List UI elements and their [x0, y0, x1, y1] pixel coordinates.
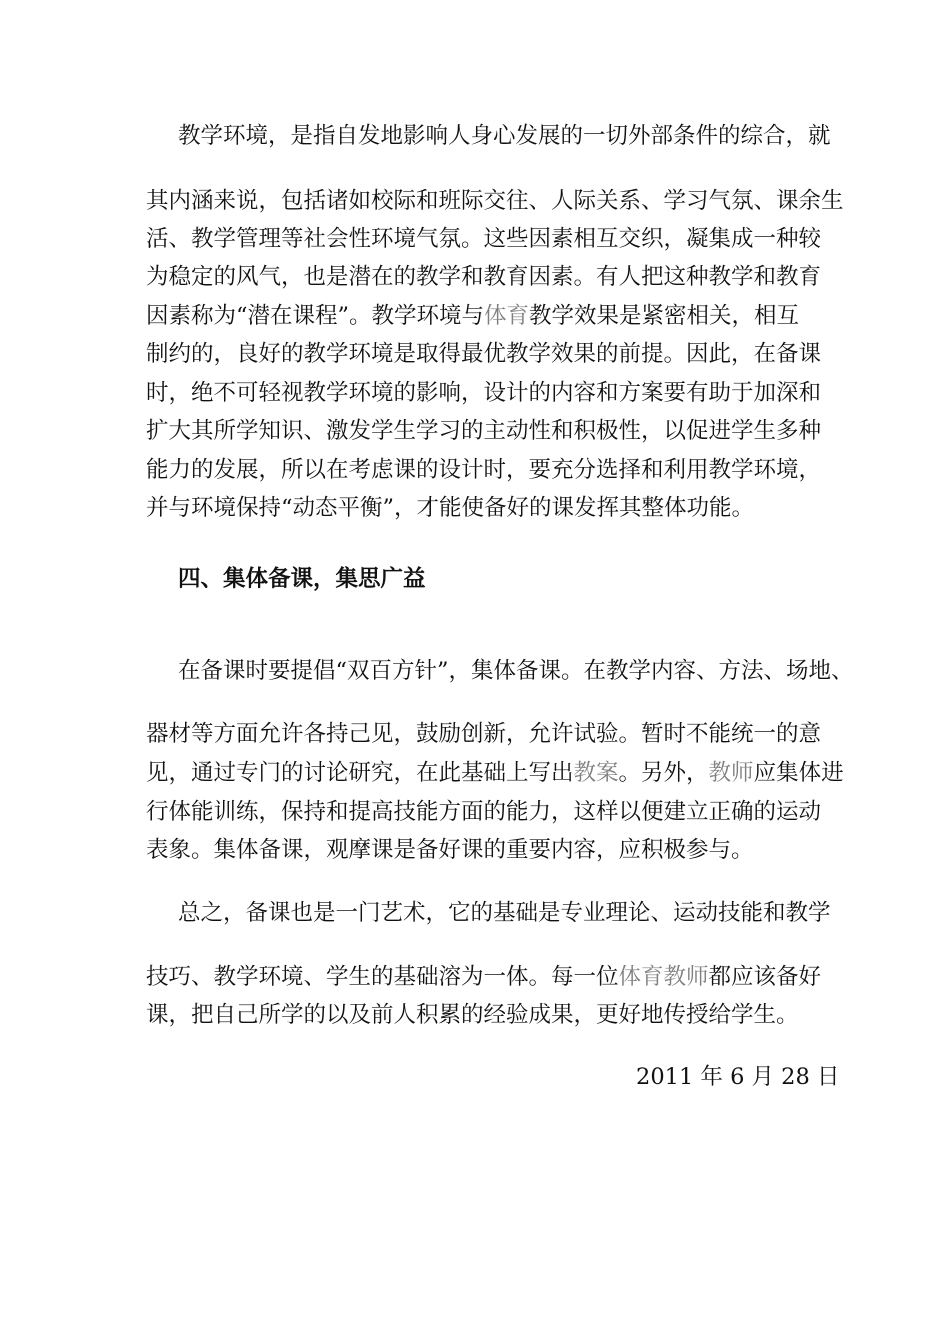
text-span: 。另外，	[618, 760, 709, 786]
text-span: 应集体进	[753, 760, 844, 786]
document-date: 2011 年 6 月 28 日	[636, 1064, 840, 1090]
text-span: 因素称为“潜在课程”。教学环境与	[146, 303, 485, 329]
paragraph-line: 活、教学管理等社会性环境气氛。这些因素相互交织，凝集成一种较	[146, 226, 822, 252]
paragraph-line: 扩大其所学知识、激发学生学习的主动性和积极性，以促进学生多种	[146, 418, 822, 444]
keyword-link-lesson-plan[interactable]: 教案	[573, 760, 619, 786]
paragraph-line: 时，绝不可轻视教学环境的影响，设计的内容和方案要有助于加深和	[146, 380, 822, 406]
text-span: 都应该备好	[708, 964, 822, 990]
text-span: 技巧、教学环境、学生的基础溶为一体。每一位	[146, 964, 619, 990]
keyword-link-teacher[interactable]: 教师	[708, 760, 754, 786]
paragraph-line: 表象。集体备课，观摩课是备好课的重要内容，应积极参与。	[146, 837, 754, 863]
paragraph-line: 为稳定的风气，也是潜在的教学和教育因素。有人把这种教学和教育	[146, 264, 822, 290]
text-span: 教学效果是紧密相关，相互	[529, 303, 800, 329]
paragraph-line	[146, 301, 826, 331]
paragraph-line: 制约的，良好的教学环境是取得最优教学效果的前提。因此，在备课	[146, 341, 822, 367]
paragraph-line: 教学环境，是指自发地影响人身心发展的一切外部条件的综合，就	[178, 123, 831, 149]
text-span: 见，通过专门的讨论研究，在此基础上写出	[146, 760, 574, 786]
paragraph-line	[146, 758, 844, 788]
section-heading: 四、集体备课，集思广益	[178, 566, 426, 592]
paragraph-line: 能力的发展，所以在考虑课的设计时，要充分选择和利用教学环境，	[146, 457, 822, 483]
paragraph-line: 器材等方面允许各持己见，鼓励创新，允许试验。暂时不能统一的意	[146, 721, 822, 747]
paragraph-line: 并与环境保持“动态平衡”，才能使备好的课发挥其整体功能。	[146, 495, 755, 521]
paragraph-line	[146, 962, 826, 992]
paragraph-line: 行体能训练，保持和提高技能方面的能力，这样以便建立正确的运动	[146, 799, 822, 825]
paragraph-line: 其内涵来说，包括诸如校际和班际交往、人际关系、学习气氛、课余生	[146, 188, 844, 214]
paragraph-line: 课，把自己所学的以及前人积累的经验成果，更好地传授给学生。	[146, 1002, 799, 1028]
paragraph-line: 总之，备课也是一门艺术，它的基础是专业理论、运动技能和教学	[178, 900, 831, 926]
keyword-link-sports[interactable]: 体育	[484, 303, 530, 329]
paragraph-line: 在备课时要提倡“双百方针”，集体备课。在教学内容、方法、场地、	[178, 658, 854, 684]
keyword-link-pe-teacher[interactable]: 体育教师	[618, 964, 709, 990]
